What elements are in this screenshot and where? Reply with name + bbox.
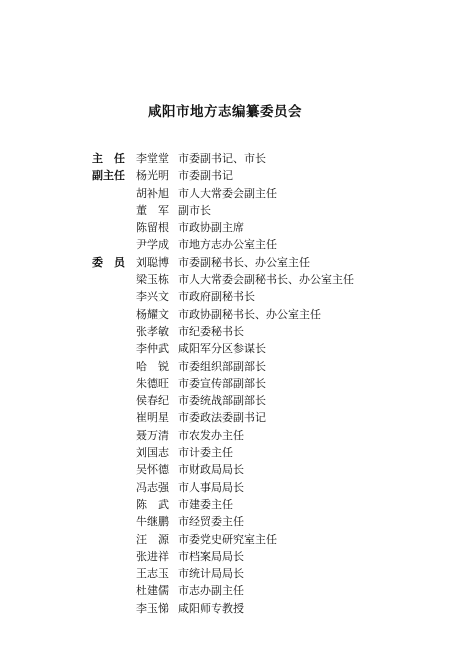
member-name: 陈 武 <box>136 497 169 511</box>
member-row <box>0 548 450 565</box>
member-position: 市人大常委会副主任 <box>178 186 277 200</box>
member-name: 董 军 <box>136 203 169 217</box>
member-position: 市建委主任 <box>178 497 233 511</box>
member-name: 杜建儒 <box>136 584 169 598</box>
member-row <box>0 392 450 409</box>
member-position: 市统计局局长 <box>178 567 244 581</box>
member-position: 市财政局局长 <box>178 463 244 477</box>
member-role: 委 员 <box>92 255 125 269</box>
member-row <box>0 236 450 253</box>
member-role: 主 任 <box>92 152 125 165</box>
member-position: 市档案局局长 <box>178 549 244 563</box>
member-row <box>0 496 450 513</box>
member-position: 市经贸委主任 <box>178 515 244 529</box>
member-row <box>0 306 450 323</box>
member-name: 李兴文 <box>136 290 169 304</box>
member-row <box>0 323 450 340</box>
member-name: 牛继鹏 <box>136 515 169 529</box>
member-row <box>0 254 450 271</box>
member-position: 市委宣传部副部长 <box>178 376 266 390</box>
member-name: 朱德旺 <box>136 376 169 390</box>
member-position: 市委副秘书长、办公室主任 <box>178 255 310 269</box>
member-name: 陈留根 <box>136 221 169 235</box>
member-row <box>0 427 450 444</box>
member-position: 市政协副主席 <box>178 221 244 235</box>
member-position: 市纪委秘书长 <box>178 324 244 338</box>
member-name: 冯志强 <box>136 480 169 494</box>
member-row <box>0 565 450 582</box>
member-position: 市人大常委会副秘书长、办公室主任 <box>178 273 354 287</box>
member-position: 市人事局局长 <box>178 480 244 494</box>
member-row <box>0 185 450 202</box>
member-position: 咸阳师专教授 <box>178 601 244 615</box>
member-name: 张孝敏 <box>136 324 169 338</box>
member-row <box>0 479 450 496</box>
member-name: 刘聪博 <box>136 255 169 269</box>
member-list <box>0 150 450 617</box>
member-name: 尹学成 <box>136 238 169 252</box>
member-position: 市农发办主任 <box>178 428 244 442</box>
member-row <box>0 202 450 219</box>
member-position: 市政府副秘书长 <box>178 290 255 304</box>
member-row <box>0 600 450 617</box>
member-row <box>0 375 450 392</box>
member-row <box>0 167 450 184</box>
member-row <box>0 150 450 167</box>
member-row <box>0 358 450 375</box>
member-row <box>0 271 450 288</box>
member-row <box>0 513 450 530</box>
member-position: 市委党史研究室主任 <box>178 532 277 546</box>
member-name: 侯春纪 <box>136 394 169 408</box>
member-position: 市地方志办公室主任 <box>178 238 277 252</box>
member-name: 杨耀文 <box>136 307 169 321</box>
member-name: 张进祥 <box>136 549 169 563</box>
member-name: 杨光明 <box>136 169 169 183</box>
member-name: 哈 锐 <box>136 359 169 373</box>
member-row <box>0 444 450 461</box>
member-position: 市志办副主任 <box>178 584 244 598</box>
member-name: 李仲武 <box>136 342 169 356</box>
member-name: 崔明星 <box>136 411 169 425</box>
member-position: 咸阳军分区参谋长 <box>178 342 266 356</box>
member-role: 副主任 <box>92 169 125 183</box>
member-row <box>0 409 450 426</box>
member-row <box>0 531 450 548</box>
member-name: 汪 源 <box>136 532 169 546</box>
member-name: 吴怀德 <box>136 463 169 477</box>
member-row <box>0 582 450 599</box>
member-row <box>0 288 450 305</box>
member-row <box>0 461 450 478</box>
member-name: 梁玉栋 <box>136 273 169 287</box>
member-position: 市委组织部副部长 <box>178 359 266 373</box>
member-name: 李玉悌 <box>136 601 169 615</box>
page-title: 咸阳市地方志编纂委员会 <box>148 104 302 120</box>
member-position: 市委副书记 <box>178 169 233 183</box>
member-name: 聂万清 <box>136 428 169 442</box>
member-position: 市委统战部副部长 <box>178 394 266 408</box>
member-position: 副市长 <box>178 203 211 217</box>
member-position: 市委副书记、市长 <box>178 152 266 165</box>
member-name: 李堂堂 <box>136 152 169 165</box>
member-row <box>0 219 450 236</box>
member-row <box>0 340 450 357</box>
member-position: 市委政法委副书记 <box>178 411 266 425</box>
member-position: 市政协副秘书长、办公室主任 <box>178 307 321 321</box>
member-position: 市计委主任 <box>178 446 233 460</box>
member-name: 刘国志 <box>136 446 169 460</box>
member-name: 王志玉 <box>136 567 169 581</box>
member-name: 胡补旭 <box>136 186 169 200</box>
